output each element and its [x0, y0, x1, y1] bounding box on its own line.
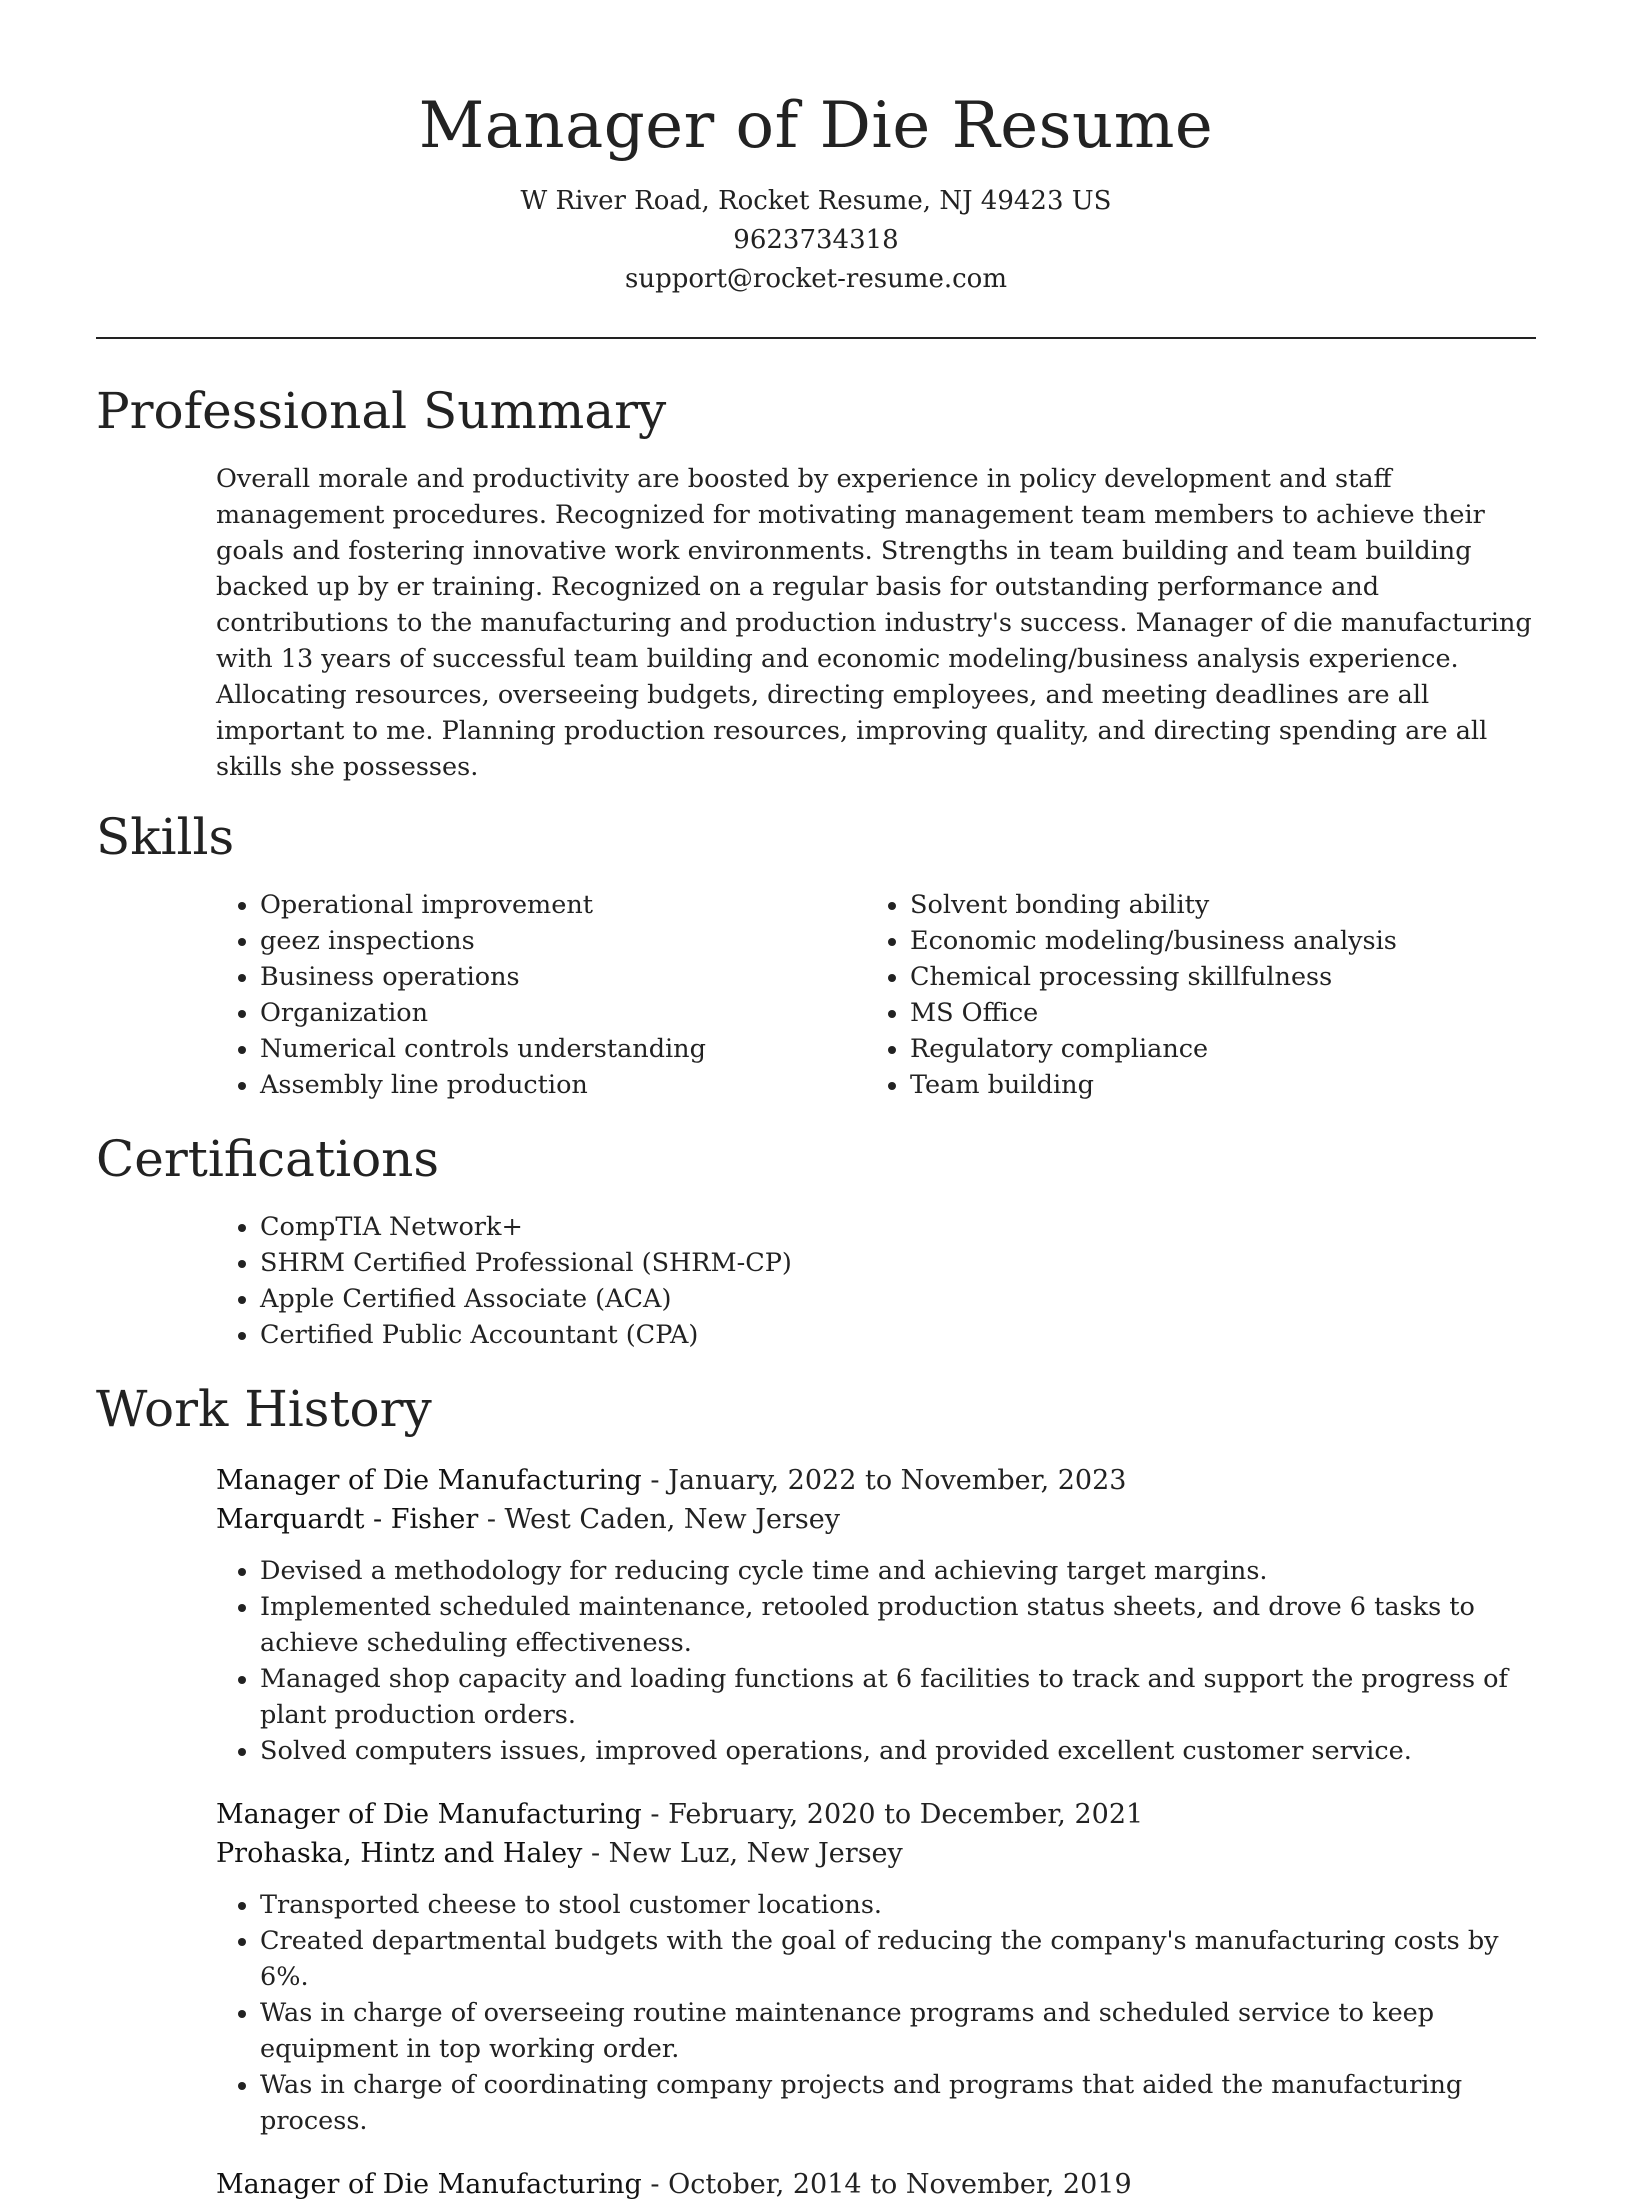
- job-title: Manager of Die Manufacturing: [216, 1799, 642, 1830]
- job-bullet: • Solved computers issues, improved operations, and provided excellent customer service.: [260, 1733, 1536, 1769]
- job-location: - New Luz, New Jersey: [582, 1838, 903, 1869]
- skill-item: • Operational improvement: [260, 887, 866, 923]
- skill-item: • Economic modeling/business analysis: [910, 923, 1516, 959]
- job-title-line: [216, 1795, 1536, 1834]
- skills-columns: [216, 887, 1536, 1103]
- job-entry: [216, 2165, 1536, 2204]
- job-bullets: [216, 1887, 1536, 2139]
- job-bullet: • Was in charge of coordinating company projects and programs that aided the manufacturing process.: [260, 2067, 1536, 2139]
- job-title: Manager of Die Manufacturing: [216, 1465, 642, 1496]
- job-bullets-block: [216, 1887, 1536, 2139]
- skills-list-right: [866, 887, 1516, 1103]
- job-bullet: • Was in charge of overseeing routine maintenance programs and scheduled service to keep equipment in top working order.: [260, 1995, 1536, 2067]
- skills-list-left: [216, 887, 866, 1103]
- job-company-line: [216, 1834, 1536, 1873]
- skill-item: • Solvent bonding ability: [910, 887, 1516, 923]
- skill-item: • Business operations: [260, 959, 866, 995]
- job-entry: [216, 1795, 1536, 2139]
- summary-heading: Professional Summary: [96, 382, 667, 440]
- certifications-list: [216, 1209, 1536, 1353]
- skill-item: • Chemical processing skillfulness: [910, 959, 1516, 995]
- skill-item: • Numerical controls understanding: [260, 1031, 866, 1067]
- skill-item: • Assembly line production: [260, 1067, 866, 1103]
- contact-phone: 9623734318: [733, 225, 899, 255]
- job-title: Manager of Die Manufacturing: [216, 2169, 642, 2200]
- job-entry: [216, 1461, 1536, 1769]
- job-bullet: • Transported cheese to stool customer locations.: [260, 1887, 1536, 1923]
- job-location: - West Caden, New Jersey: [478, 1504, 841, 1535]
- job-bullet: • Implemented scheduled maintenance, retooled production status sheets, and drove 6 tasks to achieve scheduling effectiveness.: [260, 1589, 1536, 1661]
- certification-item: • CompTIA Network+: [260, 1209, 1536, 1245]
- skill-item: • Organization: [260, 995, 866, 1031]
- certifications-heading: Certifications: [96, 1130, 440, 1188]
- job-bullet: • Created departmental budgets with the goal of reducing the company's manufacturing costs by 6%.: [260, 1923, 1536, 1995]
- skill-item: • Regulatory compliance: [910, 1031, 1516, 1067]
- work-history-heading: Work History: [96, 1380, 432, 1438]
- contact-block: [96, 182, 1536, 299]
- skill-item: • geez inspections: [260, 923, 866, 959]
- job-dates: - October, 2014 to November, 2019: [641, 2169, 1132, 2200]
- job-company: Prohaska, Hintz and Haley: [216, 1838, 583, 1869]
- job-bullet: • Devised a methodology for reducing cycle time and achieving target margins.: [260, 1553, 1536, 1589]
- skills-heading: Skills: [96, 808, 235, 866]
- job-title-line: [216, 2165, 1536, 2204]
- certification-item: • SHRM Certified Professional (SHRM-CP): [260, 1245, 1536, 1281]
- certification-item: • Certified Public Accountant (CPA): [260, 1317, 1536, 1353]
- job-dates: - January, 2022 to November, 2023: [641, 1465, 1127, 1496]
- header-divider: [96, 337, 1536, 339]
- summary-text: Overall morale and productivity are boosted by experience in policy development and staff management procedures. Recognized for motivating management team members to achieve their goals and fostering innovative work environments. Strengths in team building and team building backed up by er training. Recognized on a regular basis for outstanding performance and contributions to the manufacturing and production industry's success. Manager of die manufacturing with 13 years of successful team building and economic modeling/business analysis experience. Allocating resources, overseeing budgets, directing employees, and meeting deadlines are all important to me. Planning production resources, improving quality, and directing spending are all skills she possesses.: [216, 464, 1532, 782]
- certifications-block: [216, 1209, 1536, 1353]
- contact-email: support@rocket-resume.com: [624, 264, 1007, 294]
- job-bullets: [216, 1553, 1536, 1769]
- skill-item: • Team building: [910, 1067, 1516, 1103]
- job-dates: - February, 2020 to December, 2021: [641, 1799, 1144, 1830]
- job-company: Marquardt - Fisher: [216, 1504, 479, 1535]
- skill-item: • MS Office: [910, 995, 1516, 1031]
- job-bullets-block: [216, 1553, 1536, 1769]
- job-company-line: [216, 1500, 1536, 1539]
- certification-item: • Apple Certified Associate (ACA): [260, 1281, 1536, 1317]
- skills-column-left: [216, 887, 866, 1103]
- contact-address: W River Road, Rocket Resume, NJ 49423 US: [520, 186, 1112, 216]
- skills-column-right: [866, 887, 1516, 1103]
- resume-title: Manager of Die Resume: [418, 89, 1214, 163]
- job-bullet: • Managed shop capacity and loading functions at 6 facilities to track and support the progress of plant production orders.: [260, 1661, 1536, 1733]
- job-title-line: [216, 1461, 1536, 1500]
